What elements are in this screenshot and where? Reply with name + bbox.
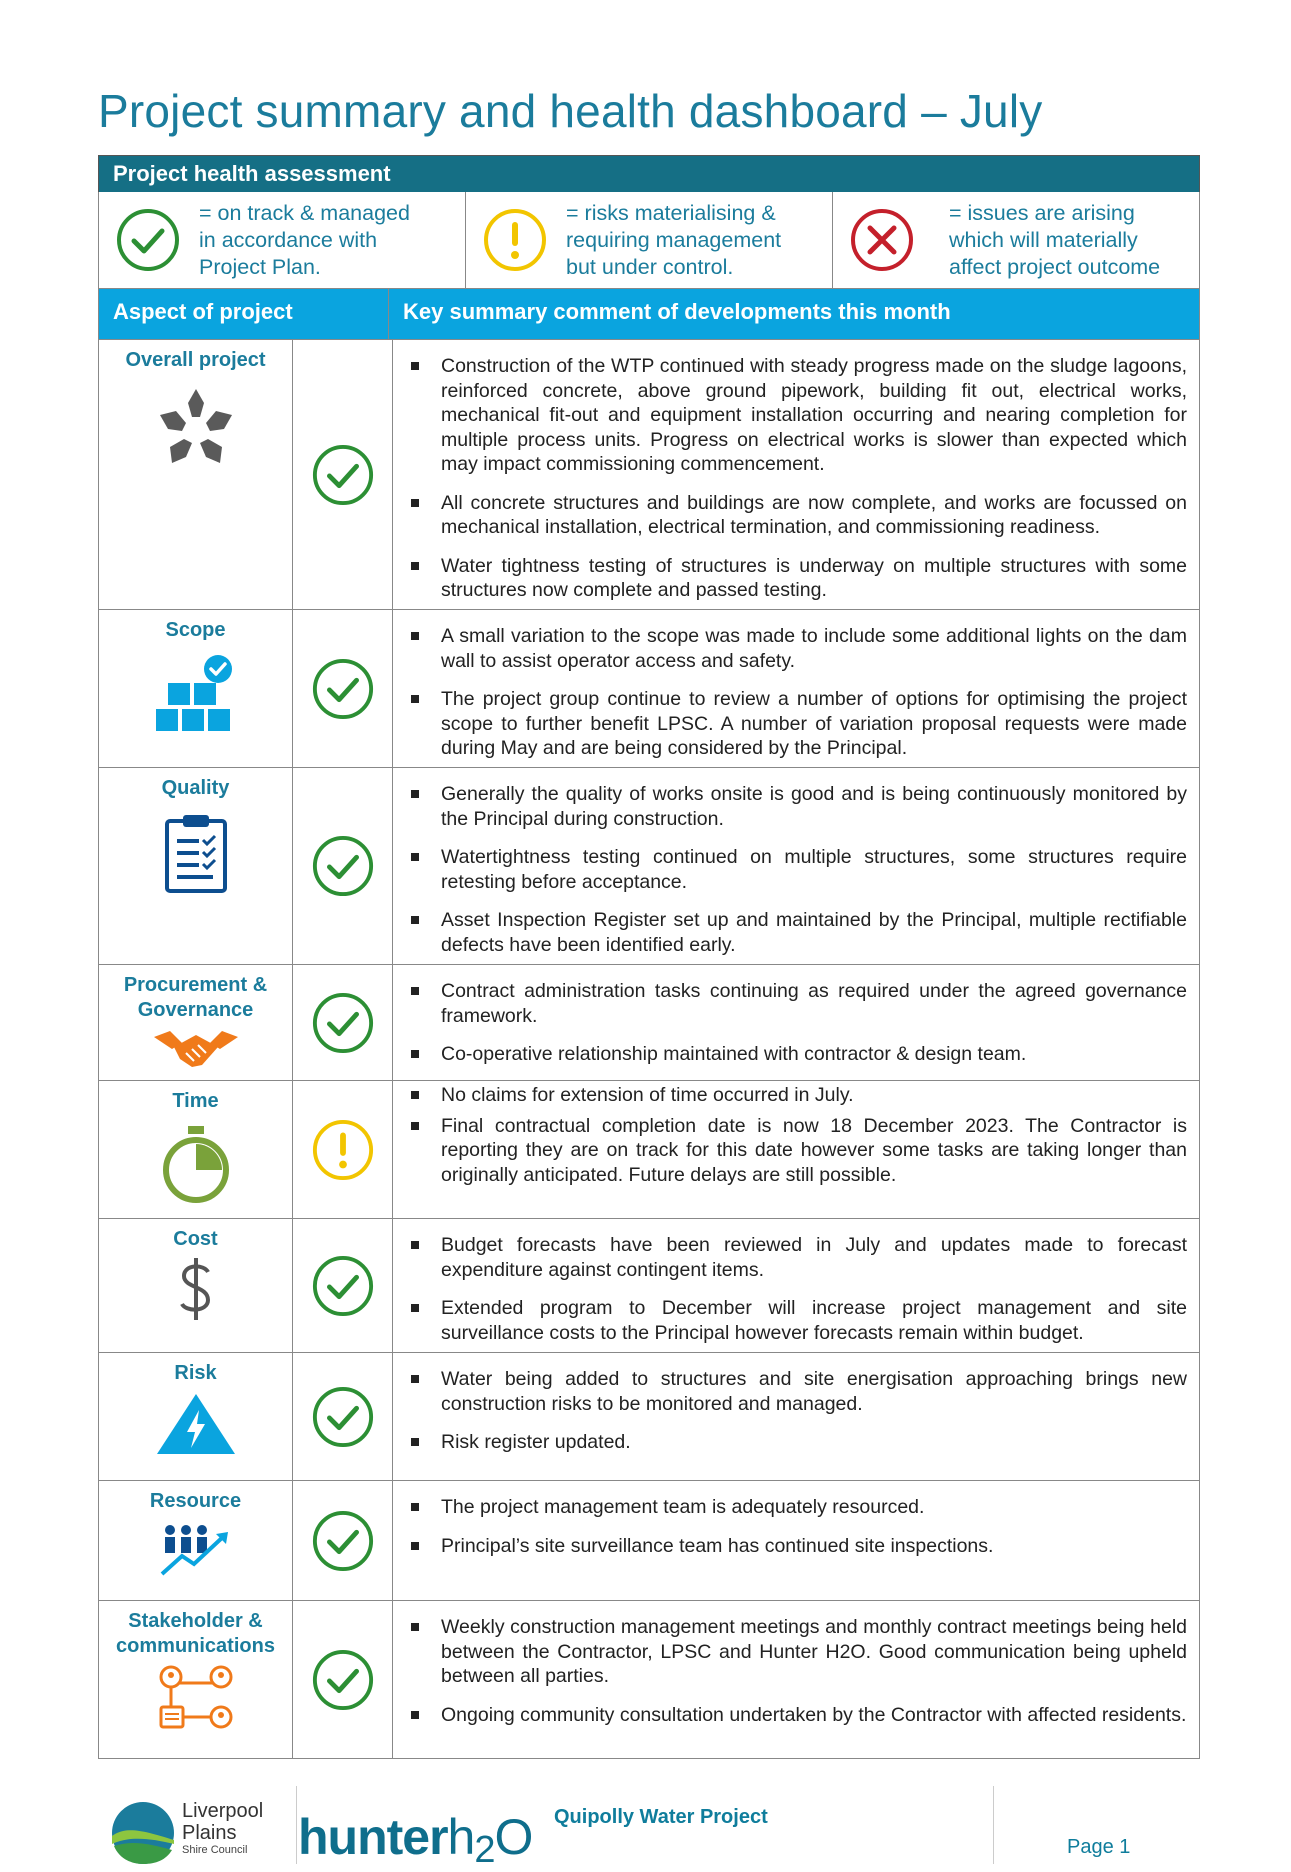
comments-cell <box>393 1601 1199 1758</box>
high-voltage-warning-icon <box>155 1392 237 1456</box>
comments-cell <box>393 1353 1199 1480</box>
aspect-label: Risk <box>174 1362 217 1384</box>
hunter-h2o-logo: hunterh$_2$O <box>298 1809 533 1871</box>
stakeholder-network-icon <box>155 1663 237 1733</box>
aspect-cell <box>99 768 293 964</box>
row-overall-project <box>98 340 1200 610</box>
aspect-label: Procurement & Governance <box>123 974 268 1021</box>
green-check-icon <box>311 657 375 721</box>
green-check-icon <box>311 1509 375 1573</box>
health-assessment-header: Project health assessment <box>98 155 1200 192</box>
handshake-icon <box>152 1027 240 1071</box>
green-check-icon <box>311 1254 375 1318</box>
row-cost <box>98 1219 1200 1353</box>
row-scope <box>98 610 1200 768</box>
list-item: Contract administration tasks continuing as required under the agreed governance framework. <box>407 979 1187 1028</box>
aspect-cell <box>99 965 293 1080</box>
dashboard-table <box>98 155 1200 1759</box>
list-item: The project management team is adequately resourced. <box>407 1495 1187 1520</box>
comments-cell <box>393 1481 1199 1600</box>
row-resource <box>98 1481 1200 1601</box>
legend-text-on-track: = on track & managed in accordance with Project Plan. <box>199 201 410 279</box>
column-header-aspect: Aspect of project <box>99 289 389 339</box>
legend-on-track <box>99 192 465 288</box>
list-item: The project group continue to review a number of options for optimising the project scope to further benefit LPSC. A number of variation proposal requests were made during May and are being considered by the Principal. <box>407 687 1187 761</box>
status-cell <box>293 1081 393 1218</box>
aspect-cell <box>99 1481 293 1600</box>
status-cell <box>293 610 393 767</box>
page-number: Page 1 <box>1067 1836 1131 1858</box>
comments-cell <box>393 768 1199 964</box>
legend-text-at-risk: = risks materialising & requiring management but under control. <box>566 201 782 279</box>
aspect-cell <box>99 1601 293 1758</box>
list-item: Ongoing community consultation undertaken by the Contractor with affected residents. <box>407 1703 1187 1728</box>
comments-cell <box>393 610 1199 767</box>
list-item: Weekly construction management meetings and monthly contract meetings being held between the Contractor, LPSC and Hunter H2O. Good communication being upheld between all parties. <box>407 1615 1187 1689</box>
footer-divider <box>993 1786 994 1864</box>
green-check-icon <box>311 834 375 898</box>
list-item: Water being added to structures and site energisation approaching brings new construction risks to be monitored and managed. <box>407 1367 1187 1416</box>
list-item: A small variation to the scope was made to include some additional lights on the dam wall to assist operator access and safety. <box>407 624 1187 673</box>
list-item: Generally the quality of works onsite is good and is being continuously monitored by the Principal during construction. <box>407 782 1187 831</box>
green-check-icon <box>311 1648 375 1712</box>
aspect-label: Resource <box>149 1490 242 1512</box>
aspect-cell <box>99 340 293 609</box>
list-item: Water tightness testing of structures is underway on multiple structures with some structures now complete and passed testing. <box>407 554 1187 603</box>
status-cell <box>293 1601 393 1758</box>
list-item: Asset Inspection Register set up and maintained by the Principal, multiple rectifiable defects have been identified early. <box>407 908 1187 957</box>
project-name: Quipolly Water Project <box>554 1806 768 1828</box>
aspect-label: Scope <box>165 619 226 641</box>
status-cell <box>293 1353 393 1480</box>
row-stakeholder-communications <box>98 1601 1200 1759</box>
dollar-icon <box>174 1254 218 1324</box>
list-item: Extended program to December will increase project management and site surveillance costs to the Principal however forecasts remain within budget. <box>407 1296 1187 1345</box>
list-item: Risk register updated. <box>407 1430 1187 1455</box>
aspect-label: Overall project <box>125 349 266 371</box>
status-cell <box>293 340 393 609</box>
aspect-cell <box>99 1219 293 1352</box>
teamwork-hands-icon <box>150 383 242 475</box>
row-quality <box>98 768 1200 965</box>
status-cell <box>293 768 393 964</box>
comments-cell <box>393 965 1199 1080</box>
list-item: Construction of the WTP continued with steady progress made on the sludge lagoons, reinforced concrete, above ground pipework, building fit out, electrical works, mechanical fit-out and equipment installation occurring and nearing completion for multiple process units. Progress on electrical works is slower than expected which may impact commissioning commencement. <box>407 354 1187 477</box>
comments-cell <box>393 1219 1199 1352</box>
green-check-icon <box>311 1385 375 1449</box>
liverpool-plains-logo <box>110 1800 176 1866</box>
red-cross-icon <box>849 207 915 273</box>
row-time <box>98 1081 1200 1219</box>
column-header-comment: Key summary comment of developments this month <box>403 299 951 324</box>
aspect-cell <box>99 1081 293 1218</box>
clipboard-checklist-icon <box>163 811 229 895</box>
aspect-label: Time <box>172 1090 219 1112</box>
row-procurement-governance <box>98 965 1200 1081</box>
liverpool-plains-name: Liverpool Plains Shire Council <box>182 1800 264 1856</box>
status-cell <box>293 1219 393 1352</box>
team-growth-icon <box>158 1522 234 1578</box>
aspect-label: Stakeholder & communications <box>116 1610 275 1657</box>
amber-exclamation-icon <box>482 207 548 273</box>
status-cell <box>293 965 393 1080</box>
list-item: All concrete structures and buildings are now complete, and works are focussed on mechanical installation, electrical termination, and commissioning readiness. <box>407 491 1187 540</box>
page-title: Project summary and health dashboard – July <box>98 85 1043 137</box>
amber-exclamation-icon <box>311 1118 375 1182</box>
comments-cell <box>393 1081 1199 1218</box>
aspect-cell <box>99 1353 293 1480</box>
status-legend <box>98 192 1200 288</box>
green-check-icon <box>115 207 181 273</box>
comments-cell <box>393 340 1199 609</box>
stopwatch-icon <box>160 1124 232 1204</box>
scope-boxes-icon <box>154 653 238 735</box>
green-check-icon <box>311 443 375 507</box>
column-header-row <box>98 288 1200 340</box>
row-risk <box>98 1353 1200 1481</box>
list-item: Co-operative relationship maintained with contractor & design team. <box>407 1042 1187 1067</box>
status-cell <box>293 1481 393 1600</box>
aspect-label: Cost <box>173 1228 218 1250</box>
list-item: No claims for extension of time occurred in July. <box>407 1083 1187 1108</box>
list-item: Final contractual completion date is now 18 December 2023. The Contractor is reporting they are on track for this date however some tasks are taking longer than originally anticipated. Future delays are still possible. <box>407 1114 1187 1188</box>
legend-at-risk <box>465 192 832 288</box>
aspect-label: Quality <box>161 777 230 799</box>
legend-text-issues: = issues are arising which will materially affect project outcome <box>949 201 1161 279</box>
list-item: Principal’s site surveillance team has continued site inspections. <box>407 1534 1187 1559</box>
aspect-cell <box>99 610 293 767</box>
page-footer <box>98 1780 1200 1871</box>
green-check-icon <box>311 991 375 1055</box>
list-item: Budget forecasts have been reviewed in July and updates made to forecast expenditure against contingent items. <box>407 1233 1187 1282</box>
footer-divider <box>296 1786 297 1864</box>
list-item: Watertightness testing continued on multiple structures, some structures require retesting before acceptance. <box>407 845 1187 894</box>
legend-issues <box>832 192 1199 288</box>
